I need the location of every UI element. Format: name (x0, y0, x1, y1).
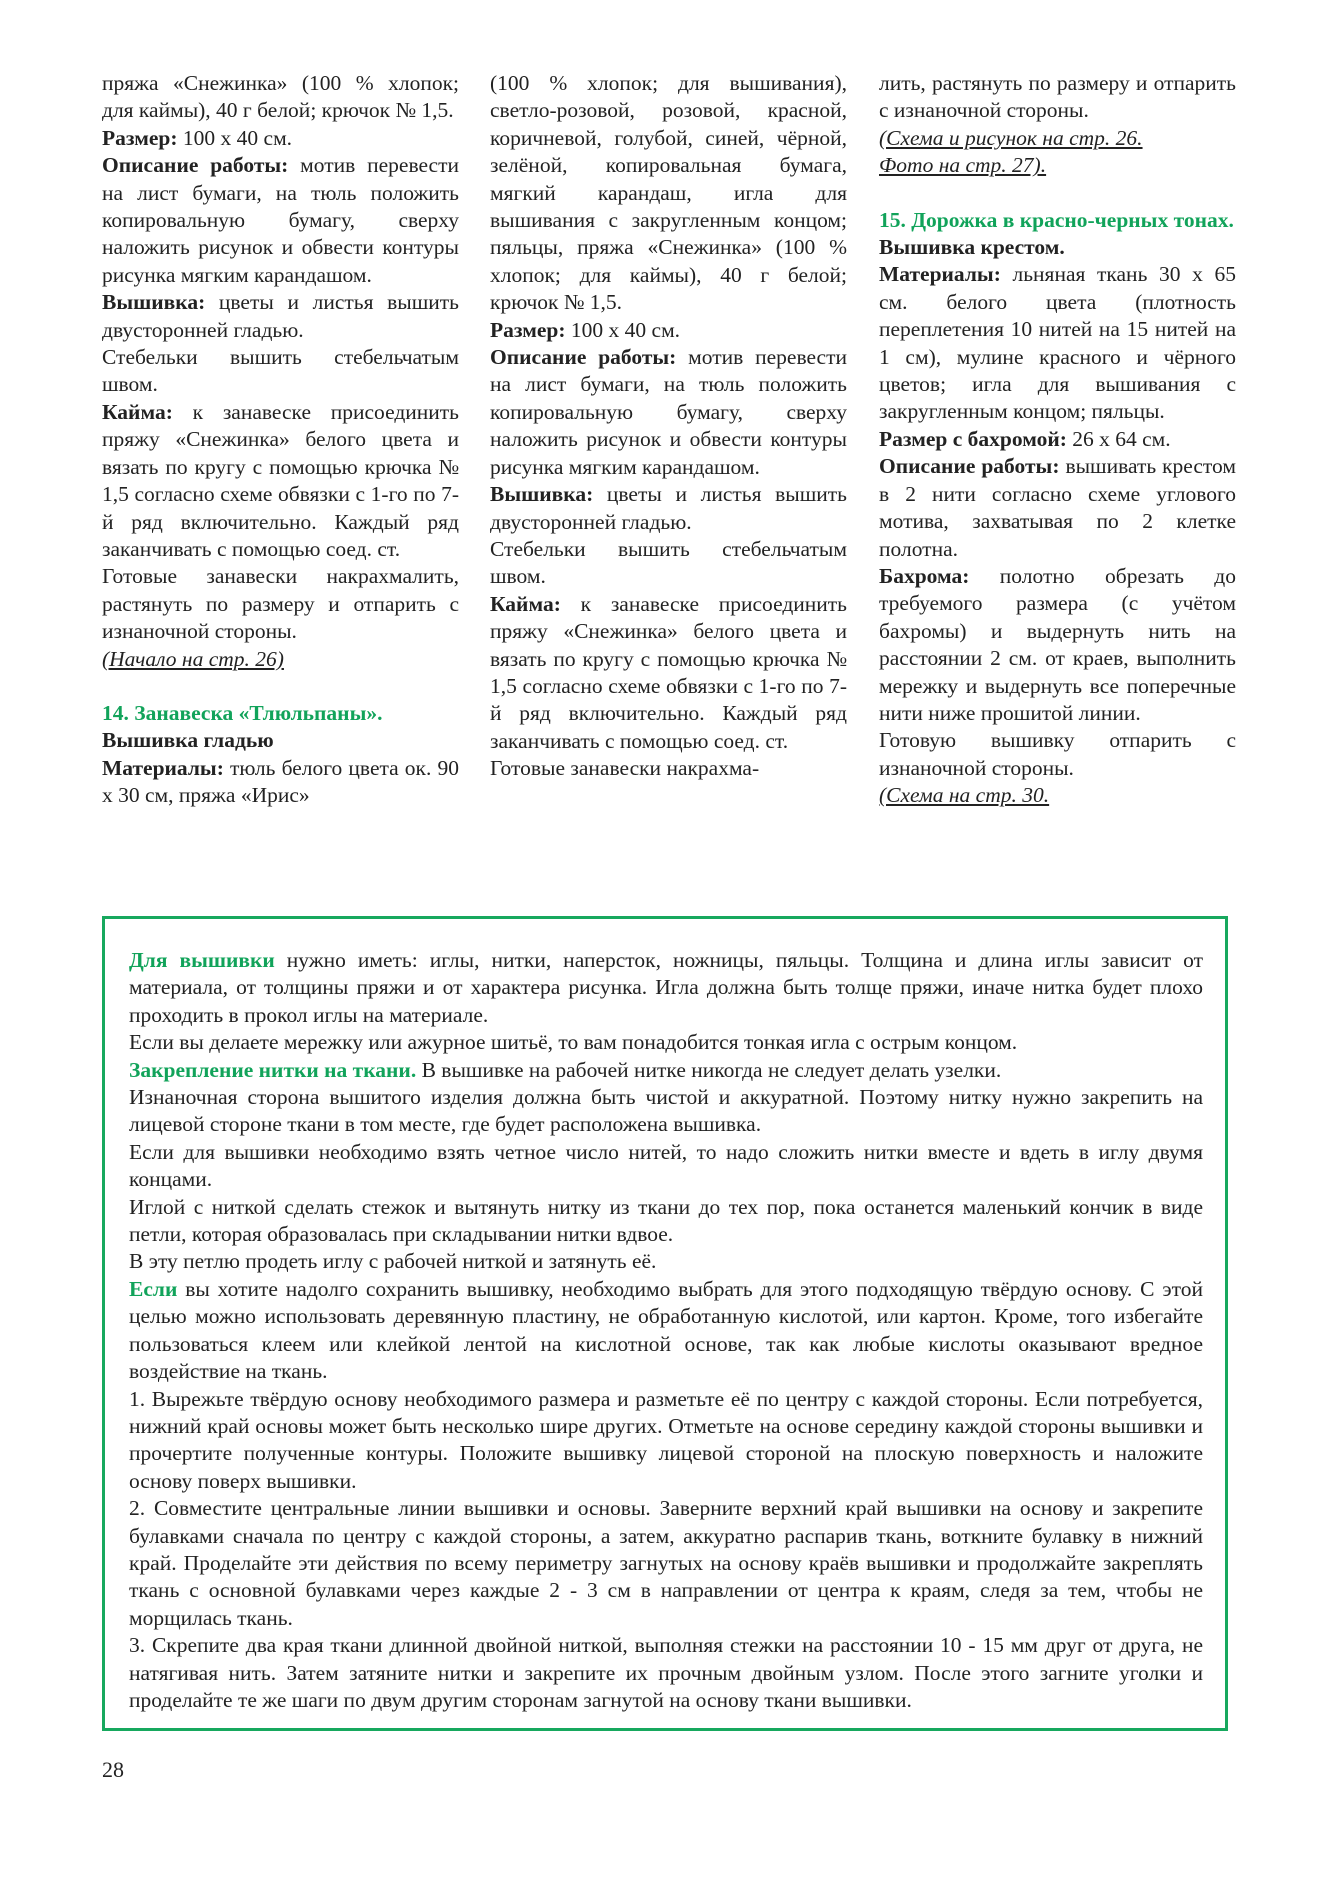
column-1 (102, 70, 459, 810)
page-reference-1 (879, 125, 1236, 152)
page-reference (879, 782, 1236, 809)
work-description (102, 152, 459, 289)
page-reference (102, 646, 459, 673)
description-label: Описание работы: (879, 454, 1060, 479)
fringe-line (879, 563, 1236, 727)
work-description (879, 453, 1236, 563)
tip-even-threads: Если для вышивки необходимо взять четное число нитей, то надо сложить нитки вместе и вдеть в иглу двумя концами. (129, 1139, 1203, 1192)
size-value: 100 х 40 см. (565, 317, 681, 342)
border-line (102, 399, 459, 563)
border-line (490, 591, 847, 755)
materials-line (102, 755, 459, 810)
tip-highlight: Закрепление нитки на ткани. (129, 1057, 417, 1082)
border-label: Кайма: (102, 399, 173, 424)
embroidery-line (490, 481, 847, 536)
page-reference-link[interactable]: (Начало на стр. 26) (102, 646, 284, 671)
embroidery-label: Вышивка: (102, 290, 206, 315)
size-value: 26 х 64 см. (1066, 426, 1171, 451)
step-3: 3. Скрепите два края ткани длинной двойной ниткой, выполняя стежки на расстоянии 10 - 15 мм друг от друга, не натягивая нить. Затем затяните нитки и закрепите их прочным двойным узлом. После этого загните уголки и проделайте те же шаги по двум другим сторонам загнутой на основу ткани вышивки. (129, 1633, 1203, 1712)
finish-line: Готовые занавески накрахмалить, растянуть по размеру и отпарить с изнаночной стороны. (102, 564, 459, 644)
materials-label: Материалы: (879, 262, 1001, 287)
page-reference-link[interactable]: (Схема на стр. 30. (879, 783, 1050, 808)
stems-line: Стебельки вышить стебельчатым швом. (102, 345, 459, 397)
embroidery-line (102, 289, 459, 344)
section-title-15: 15. Дорожка в красно-черных тонах. (879, 207, 1234, 232)
page-reference-link[interactable]: Фото на стр. 27). (879, 153, 1047, 178)
step-2: 2. Совместите центральные линии вышивки и основы. Заверните верхний край вышивки на основу и закрепите булавками сначала по центру с каждой стороны, а затем, аккуратно распарив ткань, воткните булавку в нижний край. Проделайте эти действия по всему периметру загнутых на основу краёв вышивки и продолжайте закреплять ткань с основной булавками через каждые 2 - 3 см в направлении от центра к краям, следя за тем, чтобы не морщилась ткань. (129, 1496, 1203, 1630)
embroidery-label: Вышивка: (490, 482, 594, 507)
description-text: мотив перевести на лист бумаги, на тюль положить копировальную бумагу, сверху наложить рисунок и обвести контуры рисунка мягким карандашом. (102, 153, 459, 287)
tip-text: нужно иметь: иглы, нитки, наперсток, ножницы, пяльцы. Толщина и длина иглы зависит от материала, от толщины пряжи и от характера рисунка. Игла должна быть толще пряжи, иначе нитка будет плохо проходить в прокол иглы на материале. (129, 948, 1204, 1027)
border-text: к занавеске присоединить пряжу «Снежинка» белого цвета и вязать по кругу с помощью крючка № 1,5 согласно схеме обвязки с 1-го по 7-й ряд включительно. Каждый ряд заканчивать с помощью соед. ст. (490, 591, 847, 753)
description-label: Описание работы: (490, 345, 677, 370)
tip-text: вы хотите надолго сохранить вышивку, необходимо выбрать для этого подходящую твёрдую основу. С этой целью можно использовать деревянную пластину, не обработанную кислотой, или картон. Кроме, того избегайте пользоваться клеем или клейкой лентой на кислотной основе, так как любые кислоты оказывают вредное воздействие на ткань. (129, 1276, 1203, 1384)
border-label: Кайма: (490, 591, 561, 616)
size-value: 100 х 40 см. (177, 125, 293, 150)
tips-box (102, 916, 1228, 1731)
size-line (490, 317, 847, 344)
tip-needle: Если вы делаете мережку или ажурное шитьё, то вам понадобится тонкая игла с острым концом. (129, 1030, 1018, 1055)
stems-line: Стебельки вышить стебельчатым швом. (490, 536, 847, 589)
finish-line: Готовые занавески накрахма- (490, 756, 760, 781)
fringe-label: Бахрома: (879, 563, 970, 588)
size-line (879, 426, 1236, 453)
size-label: Размер: (102, 125, 178, 150)
section-subtitle-14: Вышивка гладью (102, 728, 274, 753)
tip-thread-fixing (129, 1057, 1203, 1084)
materials-line (879, 261, 1236, 425)
finish-continued: лить, растянуть по размеру и отпарить с изнаночной стороны. (879, 71, 1236, 123)
section-subtitle-15: Вышивка крестом. (879, 235, 1065, 260)
embroidery-text: цветы и листья вышить двусторонней гладью. (102, 290, 459, 342)
page-reference-link[interactable]: (Схема и рисунок на стр. 26. (879, 125, 1143, 150)
tip-highlight: Для вышивки (129, 948, 275, 972)
tip-wrong-side: Изнаночная сторона вышитого изделия должна быть чистой и аккуратной. Поэтому нитку нужно закрепить на лицевой стороне ткани в том месте, где будет расположена вышивка. (129, 1085, 1203, 1137)
tip-text: В вышивке на рабочей нитке никогда не следует делать узелки. (416, 1057, 1002, 1082)
tip-loop: Иглой с ниткой сделать стежок и вытянуть нитку из ткани до тех пор, пока останется маленький кончик в виде петли, которая образовалась при складывании нитки вдвое. (129, 1194, 1203, 1247)
section-title-14: 14. Занавеска «Тлюльпаны». (102, 700, 383, 725)
description-text: вышивать крестом в 2 нити согласно схеме углового мотива, захватывая по 2 клетке полотна. (879, 454, 1236, 561)
tip-highlight: Если (129, 1276, 178, 1301)
materials-label: Материалы: (102, 755, 224, 780)
materials-text: льняная ткань 30 х 65 см. белого цвета (плотность переплетения 10 нитей на 15 нитей на 1 см), мулине красного и чёрного цветов; игла для вышивания с закругленным концом; пяльцы. (879, 262, 1236, 424)
column-3 (879, 70, 1236, 810)
tip-preserve (129, 1276, 1203, 1386)
size-line (102, 125, 459, 152)
paragraph-text: пряжа «Снежинка» (100 % хлопок; для каймы), 40 г белой; крючок № 1,5. (102, 71, 459, 123)
materials-text: тюль белого цвета ок. 90 х 30 см, пряжа «Ирис» (102, 755, 459, 808)
text-columns (102, 70, 1237, 900)
tip-tools (129, 947, 1203, 1029)
description-label: Описание работы: (102, 153, 289, 178)
border-text: к занавеске присоединить пряжу «Снежинка» белого цвета и вязать по кругу с помощью крючка № 1,5 согласно схеме обвязки с 1-го по 7-й ряд включительно. Каждый ряд заканчивать с помощью соед. ст. (102, 399, 459, 561)
size-label: Размер с бахромой: (879, 426, 1067, 451)
description-text: мотив перевести на лист бумаги, на тюль положить копировальную бумагу, сверху наложить рисунок и обвести контуры рисунка мягким карандашом. (490, 345, 847, 479)
tip-loop-needle: В эту петлю продеть иглу с рабочей ниткой и затянуть её. (129, 1249, 657, 1274)
step-1: 1. Вырежьте твёрдую основу необходимого размера и разметьте её по центру с каждой стороны. Если потребуется, нижний край основы может быть несколько шире других. Отметьте на основе середину каждой стороны вышивки и прочертите полученные контуры. Положите вышивку лицевой стороной на плоскую поверхность и наложите основу поверх вышивки. (129, 1386, 1203, 1493)
column-2 (490, 70, 847, 783)
page-number: 28 (102, 1757, 124, 1782)
size-label: Размер: (490, 317, 566, 342)
work-description (490, 344, 847, 481)
finish-line: Готовую вышивку отпарить с изнаночной стороны. (879, 728, 1236, 780)
embroidery-text: цветы и листья вышить двусторонней гладью. (490, 482, 847, 534)
fringe-text: полотно обрезать до требуемого размера (с учётом бахромы) и выдернуть нить на расстоянии 2 см. от краев, выполнить мережку и выдернуть все поперечные нити ниже прошитой линии. (879, 563, 1236, 725)
page-reference-2 (879, 152, 1236, 179)
materials-continued: (100 % хлопок; для вышивания), светло-розовой, розовой, красной, коричневой, голубой, синей, чёрной, зелёной, копировальная бумага, мягкий карандаш, игла для вышивания с закругленным концом; пяльцы, пряжа «Снежинка» (100 % хлопок; для каймы), 40 г белой; крючок № 1,5. (490, 71, 847, 315)
materials-continued (102, 70, 459, 125)
